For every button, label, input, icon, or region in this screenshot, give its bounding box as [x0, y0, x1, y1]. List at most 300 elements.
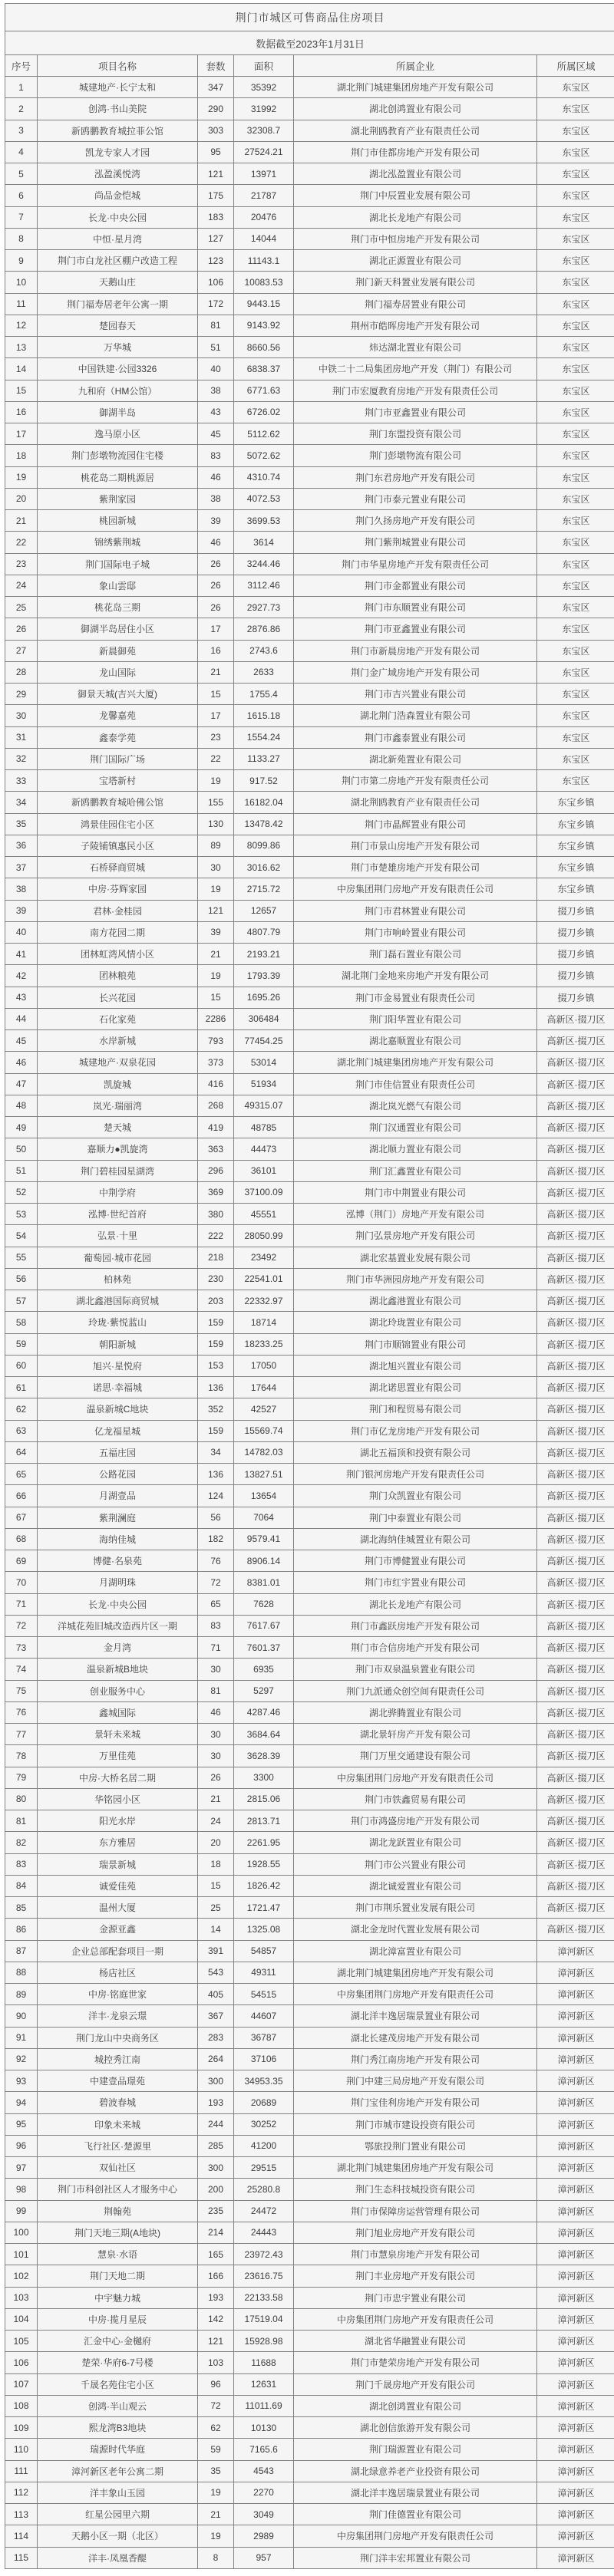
cell-area: 24472 [234, 2200, 294, 2222]
cell-project-name: 漳河新区老年公寓二期 [38, 2460, 198, 2482]
cell-company: 荆门生态科技城投资有限公司 [294, 2179, 537, 2200]
cell-units: 159 [198, 1312, 234, 1333]
cell-index: 42 [5, 965, 38, 987]
cell-units: 106 [198, 272, 234, 293]
cell-project-name: 中荆学府 [38, 1181, 198, 1203]
table-row [5, 2200, 614, 2222]
cell-area: 6771.63 [234, 380, 294, 401]
cell-area: 18714 [234, 1312, 294, 1333]
cell-district: 漳河新区 [537, 2244, 614, 2265]
cell-company: 湖北岚光燃气有限公司 [294, 1095, 537, 1116]
cell-company: 湖北荆门城建集团房地产开发有限公司 [294, 1962, 537, 1983]
column-header-company: 所属企业 [294, 55, 537, 77]
cell-index: 18 [5, 445, 38, 466]
cell-district: 高新区·掇刀区 [537, 1528, 614, 1550]
cell-units: 21 [198, 2504, 234, 2525]
cell-index: 19 [5, 466, 38, 488]
cell-area: 5072.62 [234, 445, 294, 466]
cell-project-name: 泓博·世纪首府 [38, 1204, 198, 1225]
cell-index: 71 [5, 1593, 38, 1615]
cell-index: 94 [5, 2092, 38, 2113]
cell-project-name: 慧泉·水语 [38, 2244, 198, 2265]
cell-district: 漳河新区 [537, 2331, 614, 2352]
cell-area: 6726.02 [234, 401, 294, 423]
cell-company: 荆门佳德置业有限公司 [294, 2504, 537, 2525]
cell-company: 湖北创鸿置业有限公司 [294, 2395, 537, 2416]
cell-area: 7064 [234, 1507, 294, 1528]
cell-area: 18233.25 [234, 1333, 294, 1355]
cell-district: 高新区·掇刀区 [537, 1204, 614, 1225]
cell-project-name: 新鸥鹏教育城哈佛公馆 [38, 792, 198, 813]
cell-area: 30252 [234, 2113, 294, 2135]
table-row [5, 705, 614, 726]
cell-project-name: 中建壹品璟苑 [38, 2070, 198, 2092]
cell-project-name: 千晟名苑住宅小区 [38, 2373, 198, 2395]
cell-district: 漳河新区 [537, 2373, 614, 2395]
cell-units: 130 [198, 813, 234, 835]
cell-project-name: 熙龙湾B3地块 [38, 2417, 198, 2439]
cell-units: 19 [198, 2482, 234, 2503]
cell-units: 30 [198, 1745, 234, 1767]
table-row [5, 987, 614, 1008]
cell-area: 17519.04 [234, 2308, 294, 2330]
cell-area: 16182.04 [234, 792, 294, 813]
cell-project-name: 城建地产·长宁太和 [38, 77, 198, 98]
cell-index: 35 [5, 813, 38, 835]
cell-area: 24443 [234, 2222, 294, 2243]
cell-index: 114 [5, 2525, 38, 2547]
cell-index: 70 [5, 1572, 38, 1593]
cell-index: 111 [5, 2460, 38, 2482]
cell-project-name: 景轩未来城 [38, 1724, 198, 1745]
cell-district: 漳河新区 [537, 2504, 614, 2525]
table-row [5, 2504, 614, 2525]
cell-project-name: 中恒·星月湾 [38, 228, 198, 249]
cell-area: 36101 [234, 1160, 294, 1181]
cell-index: 16 [5, 401, 38, 423]
table-row [5, 2460, 614, 2482]
cell-units: 17 [198, 705, 234, 726]
cell-company: 鄂旅投荆门置业有限公司 [294, 2135, 537, 2156]
cell-index: 43 [5, 987, 38, 1008]
table-row [5, 1745, 614, 1767]
cell-area: 42527 [234, 1398, 294, 1420]
cell-project-name: 柏林苑 [38, 1268, 198, 1290]
cell-area: 22133.58 [234, 2287, 294, 2308]
table-row [5, 445, 614, 466]
cell-district: 东宝乡镇 [537, 813, 614, 835]
cell-units: 121 [198, 163, 234, 185]
cell-area: 77454.25 [234, 1030, 294, 1052]
cell-project-name: 泓盈溪悦湾 [38, 163, 198, 185]
cell-area: 3628.39 [234, 1745, 294, 1767]
cell-project-name: 中房·大桥名居二期 [38, 1767, 198, 1788]
cell-units: 21 [198, 661, 234, 683]
cell-project-name: 洋丰·凤凰香醍 [38, 2547, 198, 2568]
cell-units: 81 [198, 315, 234, 336]
cell-district: 漳河新区 [537, 2287, 614, 2308]
cell-index: 36 [5, 835, 38, 856]
cell-project-name: 荆门彭墩物流园住宅楼 [38, 445, 198, 466]
table-row [5, 684, 614, 705]
cell-project-name: 新晨御苑 [38, 640, 198, 661]
cell-district: 东宝区 [537, 748, 614, 769]
table-row [5, 1008, 614, 1029]
cell-district: 掇刀乡镇 [537, 944, 614, 965]
cell-area: 7165.6 [234, 2439, 294, 2460]
cell-project-name: 凯龙专家人才园 [38, 141, 198, 163]
cell-units: 39 [198, 921, 234, 943]
cell-district: 高新区·掇刀区 [537, 1745, 614, 1767]
cell-index: 79 [5, 1767, 38, 1788]
cell-index: 6 [5, 185, 38, 206]
cell-area: 8099.86 [234, 835, 294, 856]
cell-district: 高新区·掇刀区 [537, 1008, 614, 1029]
cell-index: 65 [5, 1464, 38, 1485]
cell-company: 荆门市佳信置业有限责任公司 [294, 1073, 537, 1095]
cell-project-name: 旭兴·星悦府 [38, 1355, 198, 1376]
cell-company: 荆门瑞源置业有限公司 [294, 2439, 537, 2460]
cell-company: 荆门市中恒房地产开发有限公司 [294, 228, 537, 249]
table-row [5, 1507, 614, 1528]
table-row [5, 1441, 614, 1463]
cell-units: 19 [198, 878, 234, 900]
cell-area: 45551 [234, 1204, 294, 1225]
cell-district: 东宝乡镇 [537, 792, 614, 813]
table-row [5, 206, 614, 228]
cell-units: 95 [198, 141, 234, 163]
cell-company: 荆门市吉兴置业有限公司 [294, 684, 537, 705]
cell-units: 367 [198, 2005, 234, 2027]
cell-district: 东宝区 [537, 705, 614, 726]
cell-units: 19 [198, 2525, 234, 2547]
cell-company: 荆门汇鑫置业有限公司 [294, 1160, 537, 1181]
cell-project-name: 长龙·中央公园 [38, 206, 198, 228]
cell-company: 荆门阳华置业有限公司 [294, 1008, 537, 1029]
cell-district: 东宝区 [537, 770, 614, 792]
cell-project-name: 桃园新城 [38, 510, 198, 532]
cell-project-name: 荆门福寿居老年公寓一期 [38, 293, 198, 315]
cell-index: 17 [5, 423, 38, 445]
cell-index: 115 [5, 2547, 38, 2568]
table-row [5, 597, 614, 618]
cell-area: 44607 [234, 2005, 294, 2027]
cell-company: 荆门市华洲园房地产开发有限公司 [294, 1268, 537, 1290]
cell-company: 荆门宝佳利房地产开发有限公司 [294, 2092, 537, 2113]
cell-units: 121 [198, 2331, 234, 2352]
cell-index: 33 [5, 770, 38, 792]
cell-district: 高新区·掇刀区 [537, 1117, 614, 1138]
cell-company: 湖北新苑置业有限公司 [294, 748, 537, 769]
cell-company: 荆门众凯置业有限公司 [294, 1485, 537, 1507]
cell-district: 漳河新区 [537, 1962, 614, 1983]
cell-index: 13 [5, 337, 38, 358]
cell-index: 25 [5, 597, 38, 618]
cell-project-name: 荆门天地二期 [38, 2265, 198, 2287]
cell-index: 55 [5, 1247, 38, 1268]
table-row [5, 1637, 614, 1659]
cell-index: 112 [5, 2482, 38, 2503]
cell-index: 32 [5, 748, 38, 769]
table-row [5, 1788, 614, 1810]
cell-units: 121 [198, 900, 234, 921]
cell-area: 11688 [234, 2352, 294, 2373]
cell-district: 漳河新区 [537, 2547, 614, 2568]
cell-area: 9579.41 [234, 1528, 294, 1550]
cell-district: 高新区·掇刀区 [537, 1724, 614, 1745]
cell-index: 64 [5, 1441, 38, 1463]
cell-area: 2715.72 [234, 878, 294, 900]
column-header-district: 所属区域 [537, 55, 614, 77]
cell-index: 45 [5, 1030, 38, 1052]
table-row [5, 921, 614, 943]
cell-area: 8660.56 [234, 337, 294, 358]
cell-company: 湖北荆门金地来房地产开发有限公司 [294, 965, 537, 987]
cell-index: 99 [5, 2200, 38, 2222]
cell-area: 54515 [234, 1984, 294, 2005]
cell-area: 2989 [234, 2525, 294, 2547]
cell-area: 1928.55 [234, 1853, 294, 1875]
cell-district: 漳河新区 [537, 2417, 614, 2439]
cell-project-name: 子陵铺镇惠民小区 [38, 835, 198, 856]
cell-project-name: 荆门国际广场 [38, 748, 198, 769]
cell-company: 荆门东盟投资有限公司 [294, 423, 537, 445]
cell-units: 155 [198, 792, 234, 813]
cell-area: 1695.26 [234, 987, 294, 1008]
cell-district: 高新区·掇刀区 [537, 1268, 614, 1290]
table-row [5, 900, 614, 921]
cell-company: 荆门市宏厦教育房地产开发有限责任公司 [294, 380, 537, 401]
column-header-index: 序号 [5, 55, 38, 77]
data-cutoff-date: 数据截至2023年1月31日 [5, 31, 614, 55]
table-row [5, 272, 614, 293]
cell-project-name: 御湖半岛 [38, 401, 198, 423]
cell-project-name: 温州大厦 [38, 1897, 198, 1919]
cell-district: 东宝乡镇 [537, 835, 614, 856]
cell-area: 13654 [234, 1485, 294, 1507]
cell-units: 26 [198, 1767, 234, 1788]
cell-index: 56 [5, 1268, 38, 1290]
cell-area: 36787 [234, 2027, 294, 2048]
cell-units: 405 [198, 1984, 234, 2005]
cell-area: 4807.79 [234, 921, 294, 943]
cell-area: 2270 [234, 2482, 294, 2503]
table-row [5, 2135, 614, 2156]
cell-area: 15928.98 [234, 2331, 294, 2352]
cell-company: 湖北荆鸥教育产业有限责任公司 [294, 120, 537, 141]
cell-company: 荆门磊石置业有限公司 [294, 944, 537, 965]
cell-area: 1826.42 [234, 1875, 294, 1896]
cell-company: 中房集团荆门房地产开发有限责任公司 [294, 1767, 537, 1788]
cell-index: 75 [5, 1680, 38, 1701]
table-row [5, 2395, 614, 2416]
column-header-units: 套数 [198, 55, 234, 77]
cell-project-name: 长兴花园 [38, 987, 198, 1008]
table-row [5, 1030, 614, 1052]
cell-units: 793 [198, 1030, 234, 1052]
table-row [5, 965, 614, 987]
cell-district: 高新区·掇刀区 [537, 1441, 614, 1463]
cell-units: 23 [198, 726, 234, 748]
cell-units: 26 [198, 553, 234, 575]
table-row [5, 2417, 614, 2439]
table-row [5, 792, 614, 813]
cell-company: 湖北金龙时代置业发展有限公司 [294, 1919, 537, 1940]
cell-index: 40 [5, 921, 38, 943]
cell-area: 3016.62 [234, 857, 294, 878]
cell-company: 荆门九派通众创空间有限责任公司 [294, 1680, 537, 1701]
cell-district: 高新区·掇刀区 [537, 1810, 614, 1832]
cell-project-name: 朝阳新城 [38, 1333, 198, 1355]
cell-area: 28050.99 [234, 1225, 294, 1247]
cell-district: 高新区·掇刀区 [537, 1312, 614, 1333]
cell-project-name: 鑫泰学苑 [38, 726, 198, 748]
cell-index: 11 [5, 293, 38, 315]
cell-company: 荆门久扬房地产开发有限公司 [294, 510, 537, 532]
cell-units: 62 [198, 2417, 234, 2439]
cell-project-name: 洋丰·龙泉云璟 [38, 2005, 198, 2027]
cell-index: 62 [5, 1398, 38, 1420]
cell-area: 1554.24 [234, 726, 294, 748]
cell-company: 湖北正源置业有限公司 [294, 250, 537, 272]
cell-area: 917.52 [234, 770, 294, 792]
cell-project-name: 荆门市白龙社区棚户改造工程 [38, 250, 198, 272]
cell-district: 东宝区 [537, 466, 614, 488]
cell-company: 荆门市君林置业有限公司 [294, 900, 537, 921]
cell-district: 东宝区 [537, 120, 614, 141]
cell-units: 65 [198, 1593, 234, 1615]
cell-area: 22332.97 [234, 1290, 294, 1312]
cell-district: 漳河新区 [537, 2395, 614, 2416]
cell-index: 22 [5, 532, 38, 553]
cell-index: 34 [5, 792, 38, 813]
cell-project-name: 葡萄园·城市花园 [38, 1247, 198, 1268]
table-row [5, 532, 614, 553]
cell-project-name: 象山雲邸 [38, 575, 198, 596]
cell-district: 高新区·掇刀区 [537, 1832, 614, 1853]
cell-district: 东宝区 [537, 488, 614, 509]
cell-district: 高新区·掇刀区 [537, 1897, 614, 1919]
cell-company: 荆门东君房地产开发有限公司 [294, 466, 537, 488]
cell-project-name: 桃花岛三期 [38, 597, 198, 618]
table-row [5, 1464, 614, 1485]
column-header-area: 面积 [234, 55, 294, 77]
cell-company: 湖北洋丰逸居瑞景置业有限公司 [294, 2482, 537, 2503]
cell-company: 湖北宏基置业发展有限公司 [294, 1247, 537, 1268]
table-row [5, 1984, 614, 2005]
cell-company: 湖北泓盈置业有限公司 [294, 163, 537, 185]
cell-area: 3614 [234, 532, 294, 553]
cell-index: 10 [5, 272, 38, 293]
cell-index: 72 [5, 1615, 38, 1636]
table-row [5, 944, 614, 965]
cell-district: 东宝区 [537, 661, 614, 683]
cell-district: 漳河新区 [537, 2525, 614, 2547]
table-row [5, 553, 614, 575]
cell-index: 74 [5, 1659, 38, 1680]
cell-district: 漳河新区 [537, 2113, 614, 2135]
cell-index: 12 [5, 315, 38, 336]
table-row [5, 120, 614, 141]
cell-area: 2813.71 [234, 1810, 294, 1832]
cell-company: 荆门市博健置业有限公司 [294, 1550, 537, 1572]
table-row [5, 163, 614, 185]
cell-company: 荆门市亿龙房地产开发有限公司 [294, 1420, 537, 1441]
cell-project-name: 金源亚鑫 [38, 1919, 198, 1940]
cell-index: 66 [5, 1485, 38, 1507]
cell-area: 20689 [234, 2092, 294, 2113]
table-row [5, 293, 614, 315]
cell-units: 38 [198, 488, 234, 509]
table-row [5, 1680, 614, 1701]
cell-index: 96 [5, 2135, 38, 2156]
cell-units: 285 [198, 2135, 234, 2156]
cell-index: 100 [5, 2222, 38, 2243]
cell-company: 荆门市第二房地产开发有限责任公司 [294, 770, 537, 792]
cell-company: 湖北骅腾置业有限公司 [294, 1701, 537, 1723]
table-row [5, 488, 614, 509]
cell-district: 漳河新区 [537, 2070, 614, 2092]
cell-area: 2193.21 [234, 944, 294, 965]
cell-units: 369 [198, 1181, 234, 1203]
cell-area: 3684.64 [234, 1724, 294, 1745]
table-row [5, 2048, 614, 2070]
cell-company: 湖北五福顶和投资有限公司 [294, 1441, 537, 1463]
cell-units: 296 [198, 1160, 234, 1181]
cell-units: 19 [198, 965, 234, 987]
cell-area: 4310.74 [234, 466, 294, 488]
cell-project-name: 红星公园里六期 [38, 2504, 198, 2525]
table-row [5, 2070, 614, 2092]
cell-index: 109 [5, 2417, 38, 2439]
cell-project-name: 创鸿·半山观云 [38, 2395, 198, 2416]
cell-project-name: 嘉顺力●凯旋湾 [38, 1138, 198, 1160]
cell-units: 391 [198, 1940, 234, 1962]
cell-district: 高新区·掇刀区 [537, 1659, 614, 1680]
table-row [5, 1615, 614, 1636]
cell-units: 24 [198, 1810, 234, 1832]
cell-project-name: 公路花园 [38, 1464, 198, 1485]
cell-area: 13827.51 [234, 1464, 294, 1485]
cell-district: 高新区·掇刀区 [537, 1507, 614, 1528]
cell-company: 荆门市红宇置业有限公司 [294, 1572, 537, 1593]
cell-index: 58 [5, 1312, 38, 1333]
cell-district: 高新区·掇刀区 [537, 1160, 614, 1181]
cell-units: 172 [198, 293, 234, 315]
cell-units: 81 [198, 1680, 234, 1701]
cell-company: 中房集团荆门房地产开发有限责任公司 [294, 2308, 537, 2330]
cell-district: 高新区·掇刀区 [537, 1420, 614, 1441]
cell-index: 67 [5, 1507, 38, 1528]
cell-company: 荆门市中荆置业有限公司 [294, 1181, 537, 1203]
cell-units: 347 [198, 77, 234, 98]
cell-area: 23972.43 [234, 2244, 294, 2265]
cell-company: 荆门市顺锦置业有限公司 [294, 1333, 537, 1355]
table-row [5, 2113, 614, 2135]
cell-area: 2876.86 [234, 618, 294, 640]
table-row [5, 1117, 614, 1138]
cell-units: 159 [198, 1420, 234, 1441]
cell-units: 235 [198, 2200, 234, 2222]
title-row [5, 4, 614, 31]
cell-company: 荆门市鑫泰置业有限公司 [294, 726, 537, 748]
cell-project-name: 楚天城 [38, 1117, 198, 1138]
table-row [5, 835, 614, 856]
cell-project-name: 荆门天地三期(A地块) [38, 2222, 198, 2243]
cell-index: 103 [5, 2287, 38, 2308]
cell-company: 荆门市公兴置业有限公司 [294, 1853, 537, 1875]
cell-area: 14044 [234, 228, 294, 249]
